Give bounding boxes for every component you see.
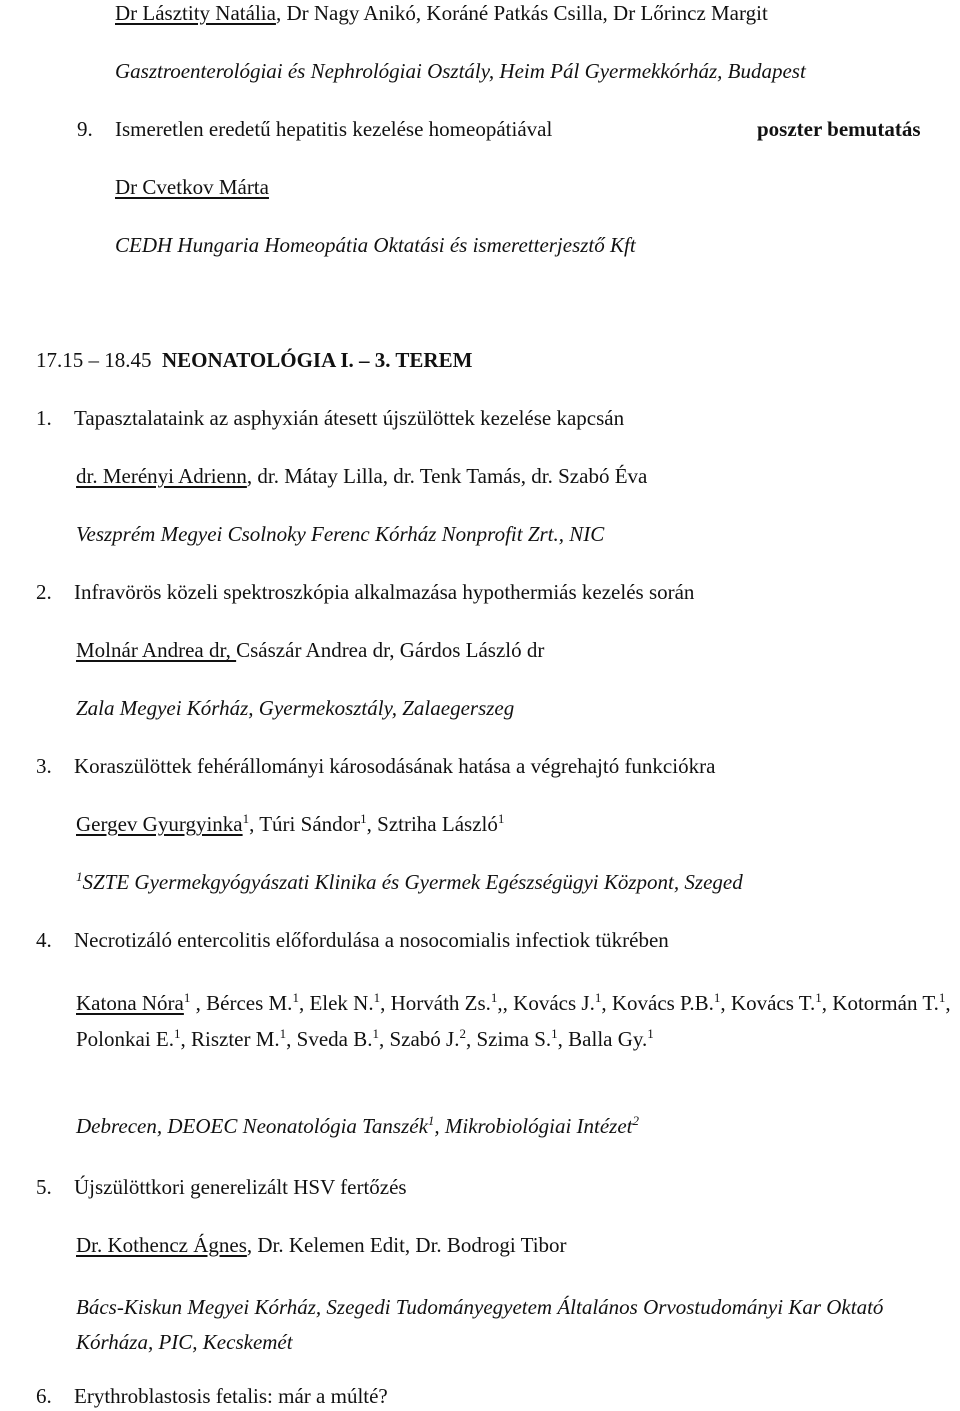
affiliation-marker: 1: [647, 1026, 654, 1041]
item-number: 1.: [36, 406, 52, 430]
affiliation-marker: 1: [713, 990, 721, 1005]
coauthor: , Kovács P.B.: [601, 991, 714, 1015]
presentation-type: poszter bemutatás: [757, 117, 921, 141]
affiliation: Bács-Kiskun Megyei Kórház, Szegedi Tudományegyetem Általános Orvostudományi Kar Oktató Kórháza, PIC, Kecskemét: [76, 1295, 884, 1354]
presenter-name: Dr Cvetkov Márta: [115, 175, 269, 199]
affiliation: CEDH Hungaria Homeopátia Oktatási és ismeretterjesztő Kft: [115, 233, 636, 257]
item-number: 2.: [36, 580, 52, 604]
coauthor: ,, Kovács J.: [497, 991, 595, 1015]
authors-line: [76, 637, 544, 663]
abstract-title: Infravörös közeli spektroszkópia alkalmazása hypothermiás kezelés során: [74, 580, 695, 604]
affiliation: , Mikrobiológiai Intézet: [434, 1114, 633, 1138]
abstract-title: Erythroblastosis fetalis: már a múlté?: [74, 1384, 388, 1408]
affiliation: Veszprém Megyei Csolnoky Ferenc Kórház Nonprofit Zrt., NIC: [76, 522, 605, 546]
affiliation-marker: 1: [183, 990, 191, 1005]
session-heading: [36, 347, 472, 373]
affiliation-marker: 1: [551, 1026, 558, 1041]
abstract-title: Tapasztalataink az asphyxián átesett újszülöttek kezelése kapcsán: [74, 406, 625, 430]
affiliation-marker: 2: [632, 1113, 640, 1128]
affiliation-marker: 1: [242, 811, 250, 826]
abstract-title: Ismeretlen eredetű hepatitis kezelése homeopátiával: [115, 117, 553, 141]
coauthor: , Sztriha László: [366, 812, 498, 836]
coauthor: , Balla Gy.: [557, 1027, 648, 1051]
affiliation-marker: 1: [594, 990, 602, 1005]
abstract-title: Újszülöttkori generelizált HSV fertőzés: [74, 1175, 407, 1199]
coauthor: , Riszter M.: [180, 1027, 280, 1051]
coauthor: , Sveda B.: [286, 1027, 373, 1051]
abstract-title-line: [36, 1383, 388, 1409]
presenter-name: Dr. Kothencz Ágnes: [76, 1233, 247, 1257]
item-number: 6.: [36, 1384, 52, 1408]
item-number: 4.: [36, 928, 52, 952]
item-number: 5.: [36, 1175, 52, 1199]
coauthor: , Szima S.: [465, 1027, 552, 1051]
coauthor: , Polonkai E.: [76, 991, 951, 1051]
affiliation-marker: 1: [497, 811, 505, 826]
coauthors: , dr. Mátay Lilla, dr. Tenk Tamás, dr. Szabó Éva: [246, 464, 648, 488]
abstract-title-line: [36, 405, 624, 431]
affiliation-marker: 1: [373, 990, 381, 1005]
affiliation: SZTE Gyermekgyógyászati Klinika és Gyermek Egészségügyi Központ, Szeged: [82, 870, 743, 894]
affiliation-marker: 1: [292, 990, 299, 1005]
presenter-name: Katona Nóra: [76, 991, 184, 1015]
affiliation-marker: 2: [459, 1026, 466, 1041]
affiliation-marker: 1: [490, 990, 498, 1005]
coauthor: , Kovács T.: [720, 991, 816, 1015]
affiliation-marker: 1: [938, 990, 946, 1005]
affiliation: Gasztroenterológiai és Nephrológiai Osztály, Heim Pál Gyermekkórház, Budapest: [115, 59, 806, 83]
abstract-title-line: [36, 579, 694, 605]
affiliation-line: [76, 1113, 639, 1139]
abstract-title: Necrotizáló entercolitis előfordulása a nosocomialis infectiok tükrében: [74, 928, 669, 952]
authors-line: [76, 985, 960, 1057]
abstract-title-line: [36, 1174, 407, 1200]
affiliation-marker: 1: [815, 990, 822, 1005]
affiliation-marker: 1: [76, 869, 83, 884]
item-number: 3.: [36, 754, 52, 778]
authors-line: [76, 811, 504, 837]
coauthors: , Dr Nagy Anikó, Koráné Patkás Csilla, Dr Lőrincz Margit: [275, 1, 768, 25]
affiliation-marker: 1: [174, 1026, 181, 1041]
authors-line: [76, 1232, 567, 1258]
coauthor: , Szabó J.: [378, 1027, 460, 1051]
affiliation-marker: 1: [360, 811, 367, 826]
presenter-name: Dr Lásztity Natália: [115, 1, 276, 25]
coauthor: , Elek N.: [298, 991, 374, 1015]
abstract-title-line: [77, 116, 552, 142]
coauthor: , Bérces M.: [195, 991, 293, 1015]
presenter-name: Molnár Andrea dr,: [76, 638, 237, 662]
coauthor: , Kotormán T.: [821, 991, 939, 1015]
authors-line: [115, 0, 768, 26]
coauthor: , Horváth Zs.: [380, 991, 491, 1015]
item-number: 9.: [77, 117, 93, 141]
session-title: NEONATOLÓGIA I. – 3. TEREM: [162, 348, 473, 372]
affiliation-line: [76, 869, 743, 895]
presenter-name: dr. Merényi Adrienn: [76, 464, 247, 488]
coauthor: , Túri Sándor: [249, 812, 361, 836]
abstract-title: Koraszülöttek fehérállományi károsodásának hatása a végrehajtó funkciókra: [74, 754, 716, 778]
affiliation-marker: 1: [279, 1026, 287, 1041]
abstract-title-line: [36, 927, 669, 953]
presenter-name: Gergev Gyurgyinka: [76, 812, 243, 836]
coauthors: Császár Andrea dr, Gárdos László dr: [236, 638, 545, 662]
abstract-title-line: [36, 753, 715, 779]
authors-line: [76, 463, 647, 489]
session-time: 17.15 – 18.45: [36, 348, 152, 372]
affiliation-marker: 1: [427, 1113, 435, 1128]
affiliation-marker: 1: [372, 1026, 379, 1041]
affiliation: Zala Megyei Kórház, Gyermekosztály, Zalaegerszeg: [76, 696, 515, 720]
affiliation: Debrecen, DEOEC Neonatológia Tanszék: [76, 1114, 428, 1138]
coauthors: , Dr. Kelemen Edit, Dr. Bodrogi Tibor: [246, 1233, 567, 1257]
